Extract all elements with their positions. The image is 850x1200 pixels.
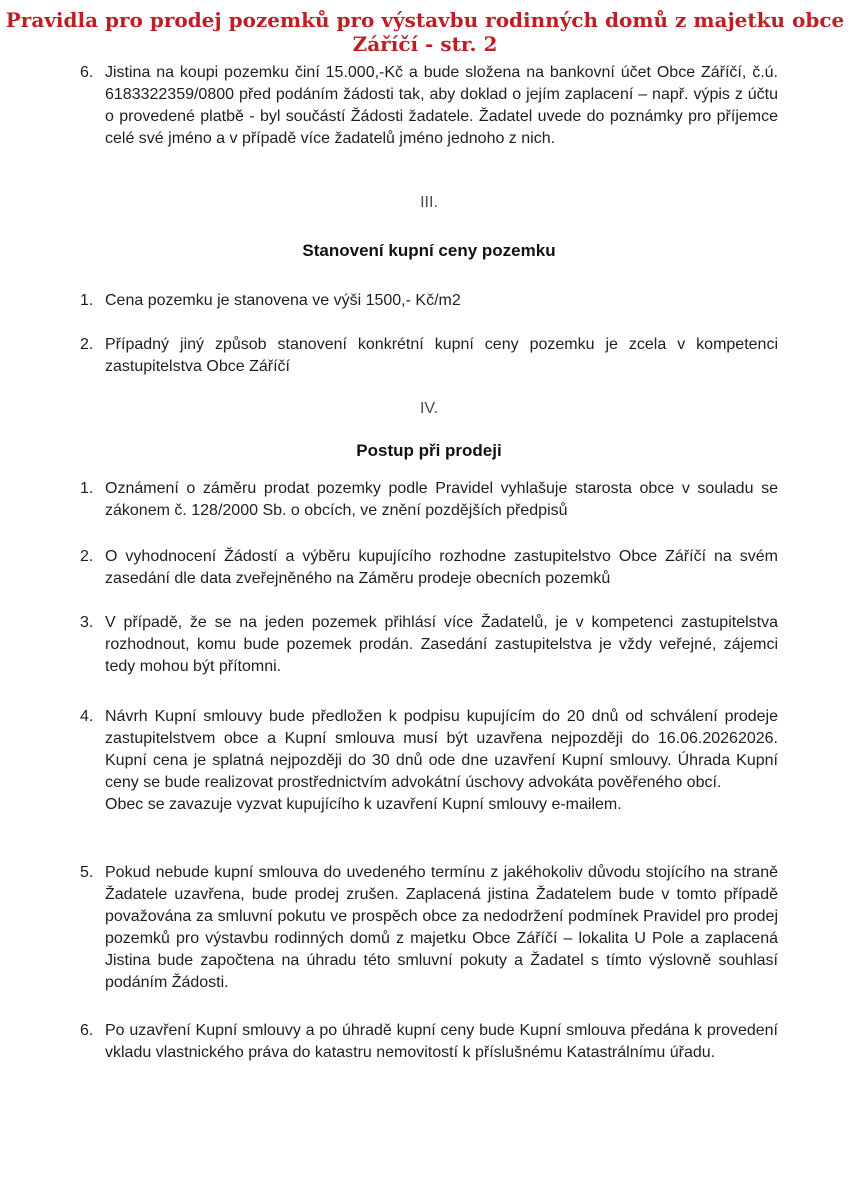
list-item-number: 4. bbox=[80, 708, 94, 725]
list-item-text-2: Obec se zavazuje vyzvat kupujícího k uzavření Kupní smlouvy e-mailem. bbox=[105, 796, 622, 813]
list-item-body bbox=[105, 334, 778, 378]
page-title-line-1: Pravidla pro prodej pozemků pro výstavbu rodinných domů z majetku obce bbox=[5, 8, 845, 32]
list-item-iv-3 bbox=[80, 612, 778, 678]
list-item-text: V případě, že se na jeden pozemek přihlásí více Žadatelů, je v kompetenci zastupitelstva rozhodnout, komu bude pozemek prodán. Zasedání zastupitelstva je vždy veřejné, zájemci tedy mohou být přítomni. bbox=[105, 614, 778, 675]
section-heading-iii: Stanovení kupní ceny pozemku bbox=[302, 241, 556, 260]
list-item-iii-1 bbox=[80, 290, 778, 312]
list-item-body bbox=[105, 1020, 778, 1064]
list-item-iii-2 bbox=[80, 334, 778, 378]
section-heading-iv: Postup při prodeji bbox=[356, 441, 502, 460]
list-item-text: Cena pozemku je stanovena ve výši 1500,- Kč/m2 bbox=[105, 292, 461, 309]
document-body bbox=[0, 62, 850, 1064]
list-item-number: 6. bbox=[80, 1022, 94, 1039]
list-item-number: 5. bbox=[80, 864, 94, 881]
list-item-text: Pokud nebude kupní smlouva do uvedeného termínu z jakéhokoliv důvodu stojícího na straně Žadatele uzavřena, bude prodej zrušen. Zaplacená jistina Žadatelem bude v tomto případě považována za smluvní pokutu ve prospěch obce za nedodržení podmínek Pravidel pro prodej pozemků pro výstavbu rodinných domů z majetku Obce Záříčí – lokalita U Pole a zaplacená Jistina bude započtena na úhradu této smluvní pokuty a Žadatel s tímto výslovně souhlasí podáním Žádosti. bbox=[105, 864, 778, 991]
list-item-number: 2. bbox=[80, 548, 94, 565]
list-item-number: 1. bbox=[80, 292, 94, 309]
list-item-number: 3. bbox=[80, 614, 94, 631]
list-item-iv-6 bbox=[80, 1020, 778, 1064]
list-item-text: Po uzavření Kupní smlouvy a po úhradě kupní ceny bude Kupní smlouva předána k provedení vkladu vlastnického práva do katastru nemovitostí k příslušnému Katastrálnímu úřadu. bbox=[105, 1022, 778, 1061]
list-item-body bbox=[105, 546, 778, 590]
page-title-line-2: Záříčí - str. 2 bbox=[352, 32, 498, 56]
section-numeral-iv: IV. bbox=[419, 400, 439, 417]
list-item-iv-1 bbox=[80, 478, 778, 522]
list-item-body bbox=[105, 478, 778, 522]
list-item-body bbox=[105, 290, 778, 312]
page-title bbox=[0, 8, 850, 56]
list-item-iv-4 bbox=[80, 706, 778, 816]
list-item-number: 2. bbox=[80, 336, 94, 353]
list-item-body bbox=[105, 612, 778, 678]
list-item-body bbox=[105, 706, 778, 816]
list-item-body bbox=[105, 62, 778, 150]
list-item-iv-5 bbox=[80, 862, 778, 994]
list-item-text: Případný jiný způsob stanovení konkrétní kupní ceny pozemku je zcela v kompetenci zastupitelstva Obce Záříčí bbox=[105, 336, 778, 375]
list-item-text: Jistina na koupi pozemku činí 15.000,-Kč a bude složena na bankovní účet Obce Záříčí, č.ú. 6183322359/0800 před podáním žádosti tak, aby doklad o jejím zaplacení – např. výpis z účtu o provedené platbě - byl součástí Žádosti žadatele. Žadatel uvede do poznámky pro příjemce celé své jméno a v případě více žadatelů jméno jednoho z nich. bbox=[105, 64, 778, 147]
list-item-text: Oznámení o záměru prodat pozemky podle Pravidel vyhlašuje starosta obce v souladu se zákonem č. 128/2000 Sb. o obcích, ve znění pozdějších předpisů bbox=[105, 480, 778, 519]
list-item-number: 1. bbox=[80, 480, 94, 497]
list-item-body bbox=[105, 862, 778, 994]
list-item-text: O vyhodnocení Žádostí a výběru kupujícího rozhodne zastupitelstvo Obce Záříčí na svém zasedání dle data zveřejněného na Záměru prodeje obecních pozemků bbox=[105, 548, 778, 587]
list-item-number: 6. bbox=[80, 64, 94, 81]
list-item-intro-6 bbox=[80, 62, 778, 150]
section-numeral-iii: III. bbox=[420, 194, 438, 211]
list-item-text: Návrh Kupní smlouvy bude předložen k podpisu kupujícím do 20 dnů od schválení prodeje zastupitelstvem obce a Kupní smlouva musí být uzavřena nejpozději do 16.06.20262026. Kupní cena je splatná nejpozději do 30 dnů ode dne uzavření Kupní smlouvy. Úhrada Kupní ceny se bude realizovat prostřednictvím advokátní úschovy advokáta pověřeného obcí. bbox=[105, 708, 778, 791]
list-item-iv-2 bbox=[80, 546, 778, 590]
